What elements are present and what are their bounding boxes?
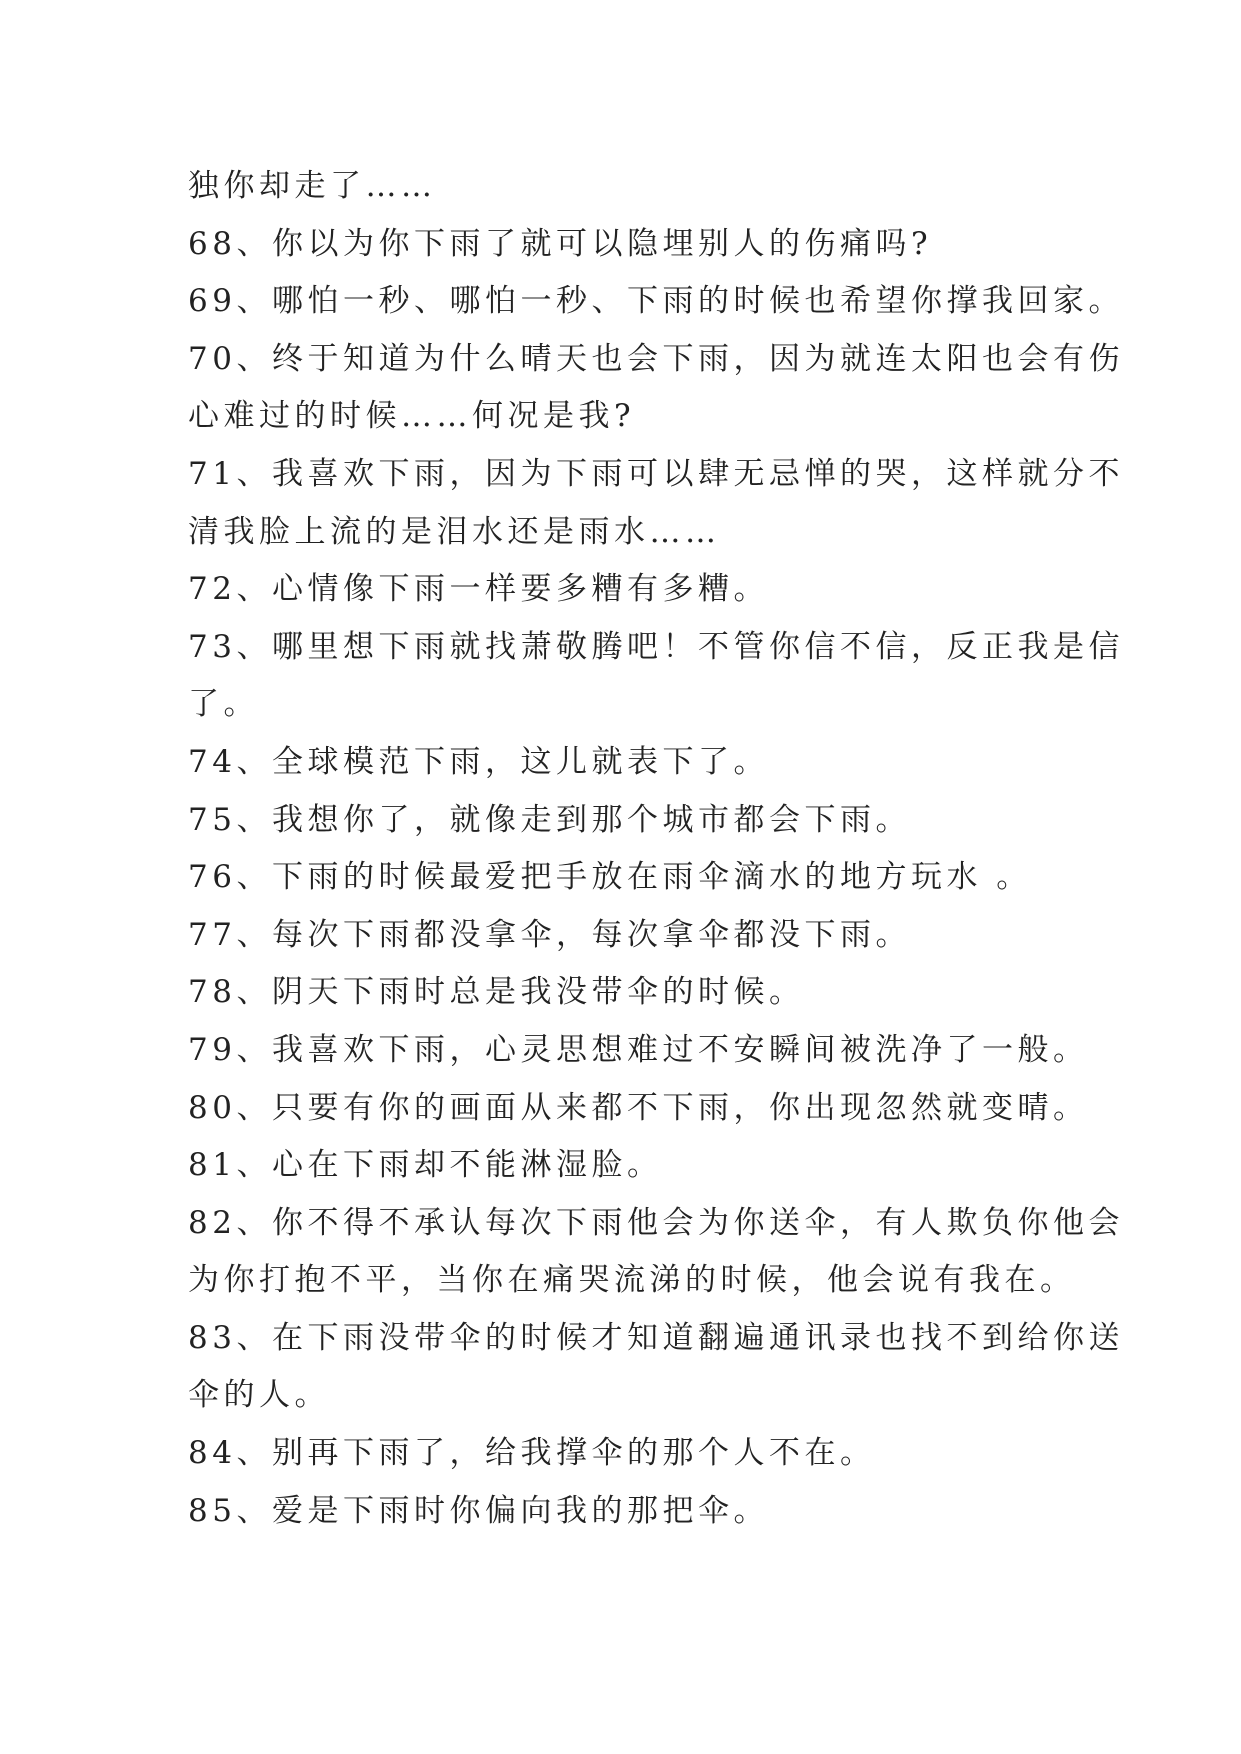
text-line: 69、哪怕一秒、哪怕一秒、下雨的时候也希望你撑我回家。 [188,283,1124,320]
text-line: 伞的人。 [188,1377,330,1414]
text-line: 清我脸上流的是泪水还是雨水…… [188,513,721,550]
text-line: 独你却走了…… [188,168,437,204]
text-line: 85、爱是下雨时你偏向我的那把伞。 [188,1492,769,1529]
text-line: 心难过的时候……何况是我? [188,398,636,435]
text-line: 79、我喜欢下雨，心灵思想难过不安瞬间被洗净了一般。 [188,1031,1089,1068]
text-line: 73、哪里想下雨就找萧敬腾吧！不管你信不信，反正我是信 [188,628,1124,665]
text-line: 83、在下雨没带伞的时候才知道翻遍通讯录也找不到给你送 [188,1319,1124,1356]
text-line: 72、心情像下雨一样要多糟有多糟。 [188,571,769,608]
text-line: 71、我喜欢下雨，因为下雨可以肆无忌惮的哭，这样就分不 [188,455,1124,492]
text-line: 76、下雨的时候最爱把手放在雨伞滴水的地方玩水 。 [188,859,1032,896]
text-line: 70、终于知道为什么晴天也会下雨，因为就连太阳也会有伤 [188,340,1124,377]
text-line: 74、全球模范下雨，这儿就表下了。 [188,743,769,780]
text-line: 81、心在下雨却不能淋湿脸。 [188,1147,663,1184]
text-line: 78、阴天下雨时总是我没带伞的时候。 [188,974,805,1011]
text-line: 84、别再下雨了，给我撑伞的那个人不在。 [188,1435,876,1472]
text-line: 82、你不得不承认每次下雨他会为你送伞，有人欺负你他会 [188,1204,1124,1241]
text-line: 77、每次下雨都没拿伞，每次拿伞都没下雨。 [188,916,911,953]
text-line: 了。 [188,686,259,723]
text-line: 为你打抱不平，当你在痛哭流涕的时候，他会说有我在。 [188,1262,1076,1299]
text-line: 75、我想你了，就像走到那个城市都会下雨。 [188,801,911,838]
text-line: 80、只要有你的画面从来都不下雨，你出现忽然就变晴。 [188,1089,1089,1126]
document-page [188,158,1124,1540]
text-line: 68、你以为你下雨了就可以隐埋别人的伤痛吗? [188,225,933,262]
